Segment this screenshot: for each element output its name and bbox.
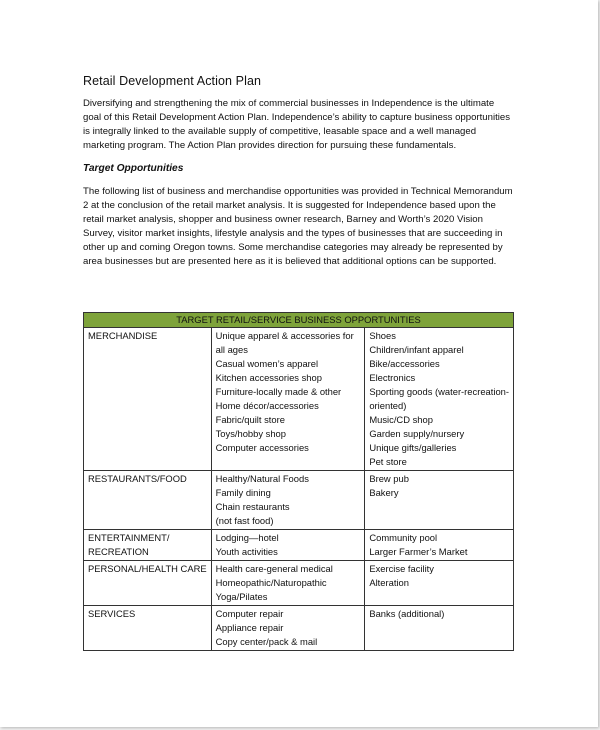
cell-line: MERCHANDISE xyxy=(88,330,158,341)
cell-line: Youth activities xyxy=(215,546,278,557)
category-cell xyxy=(84,471,212,530)
cell-line: Yoga/Pilates xyxy=(215,591,268,602)
cell-line: Children/infant apparel xyxy=(369,344,464,355)
cell-line: Community pool xyxy=(369,532,438,543)
table-row xyxy=(84,471,514,530)
cell-line: Healthy/Natural Foods xyxy=(215,473,309,484)
cell-line: Pet store xyxy=(369,456,407,467)
category-cell xyxy=(84,328,212,471)
cell-line: Copy center/pack & mail xyxy=(215,636,318,647)
cell-line: Exercise facility xyxy=(369,563,434,574)
cell-line: Homeopathic/Naturopathic xyxy=(215,577,327,588)
cell-line: oriented) xyxy=(369,400,407,411)
cell-line: Bike/accessories xyxy=(369,358,440,369)
cell-line: Music/CD shop xyxy=(369,414,433,425)
cell-line: Banks (additional) xyxy=(369,608,445,619)
cell-line: Computer accessories xyxy=(215,442,309,453)
cell-line: Lodging—hotel xyxy=(215,532,279,543)
cell-line: Home décor/accessories xyxy=(215,400,319,411)
opportunities-cell xyxy=(211,606,365,651)
opportunities-cell xyxy=(365,561,514,606)
cell-line: RESTAURANTS/FOOD xyxy=(88,473,187,484)
body-paragraph: The following list of business and merchandise opportunities was provided in Technical Memorandum 2 at the conclusion of the retail market analysis. It is suggested for Independence based upon the retail market analysis, shopper and business owner research, Barney and Worth’s 2020 Vision Survey, visitor market insights, lifestyle analysis and the types of businesses that are succeeding in other up and coming Oregon towns. Some merchandise categories may already be represented by area businesses but are presented here as it is believed that additional options can be supported. xyxy=(83,186,513,268)
cell-line: Health care-general medical xyxy=(215,563,333,574)
cell-line: Casual women’s apparel xyxy=(215,358,319,369)
table-header: TARGET RETAIL/SERVICE BUSINESS OPPORTUNITIES xyxy=(84,313,514,328)
cell-line: Larger Farmer’s Market xyxy=(369,546,468,557)
cell-line: Family dining xyxy=(215,487,271,498)
opportunities-cell xyxy=(365,328,514,471)
cell-line: SERVICES xyxy=(88,608,136,619)
cell-line: Unique apparel & accessories for xyxy=(215,330,354,341)
cell-line: Kitchen accessories shop xyxy=(215,372,322,383)
cell-line: Unique gifts/galleries xyxy=(369,442,457,453)
intro-paragraph: Diversifying and strengthening the mix of commercial businesses in Independence is the ultimate goal of this Retail Development Action Plan. Independence’s ability to capture business opportunities is integrally linked to the available supply of competitive, leasable space and a well managed marketing program. The Action Plan provides direction for pursuing these fundamentals. xyxy=(83,98,511,152)
table-row xyxy=(84,530,514,561)
cell-line: (not fast food) xyxy=(215,515,274,526)
cell-line: RECREATION xyxy=(88,546,149,557)
cell-line: Fabric/quilt store xyxy=(215,414,285,425)
cell-line: PERSONAL/HEALTH CARE xyxy=(88,563,207,574)
category-cell xyxy=(84,606,212,651)
cell-line: ENTERTAINMENT/ xyxy=(88,532,170,543)
opportunities-cell xyxy=(211,328,365,471)
table-row xyxy=(84,606,514,651)
cell-line: Shoes xyxy=(369,330,396,341)
table-row xyxy=(84,561,514,606)
cell-line: Chain restaurants xyxy=(215,501,290,512)
table-row xyxy=(84,328,514,471)
opportunities-cell xyxy=(365,471,514,530)
cell-line: all ages xyxy=(215,344,248,355)
cell-line: Bakery xyxy=(369,487,399,498)
opportunities-cell xyxy=(365,530,514,561)
cell-line: Brew pub xyxy=(369,473,409,484)
category-cell xyxy=(84,530,212,561)
cell-line: Furniture-locally made & other xyxy=(215,386,342,397)
opportunities-cell xyxy=(211,561,365,606)
cell-line: Appliance repair xyxy=(215,622,284,633)
opportunities-cell xyxy=(211,530,365,561)
opportunities-table xyxy=(83,312,514,651)
cell-line: Toys/hobby shop xyxy=(215,428,286,439)
cell-line: Garden supply/nursery xyxy=(369,428,465,439)
section-heading: Target Opportunities xyxy=(83,163,184,174)
category-cell xyxy=(84,561,212,606)
cell-line: Alteration xyxy=(369,577,409,588)
opportunities-cell xyxy=(211,471,365,530)
cell-line: Computer repair xyxy=(215,608,284,619)
cell-line: Electronics xyxy=(369,372,416,383)
document-title: Retail Development Action Plan xyxy=(83,74,262,88)
cell-line: Sporting goods (water-recreation- xyxy=(369,386,509,397)
opportunities-cell xyxy=(365,606,514,651)
